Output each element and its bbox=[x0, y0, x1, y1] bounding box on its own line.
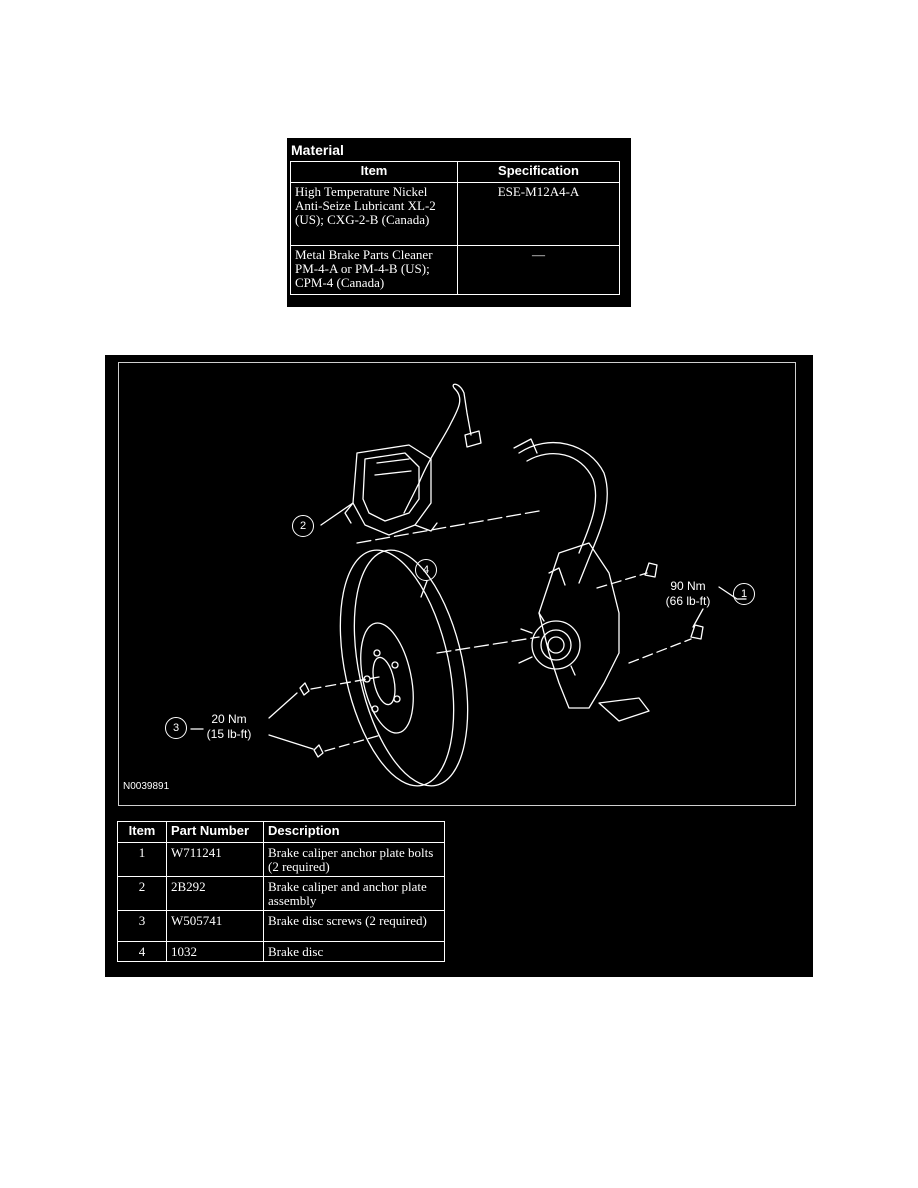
material-item: High Temperature Nickel Anti-Seize Lubricant XL-2 (US); CXG-2-B (Canada) bbox=[291, 183, 458, 246]
parts-header-description: Description bbox=[264, 822, 445, 843]
parts-header-part-number: Part Number bbox=[167, 822, 264, 843]
part-item: 1 bbox=[118, 843, 167, 877]
callout-4: 4 bbox=[415, 559, 437, 581]
part-item: 4 bbox=[118, 942, 167, 962]
torque-1-lbft: (66 lb-ft) bbox=[665, 594, 711, 608]
figure-id: N0039891 bbox=[123, 781, 170, 792]
material-header-spec: Specification bbox=[458, 162, 620, 183]
material-spec: — bbox=[458, 246, 620, 295]
table-row bbox=[118, 877, 445, 911]
torque-label-1 bbox=[658, 579, 718, 609]
part-item: 2 bbox=[118, 877, 167, 911]
torque-1-nm: 90 Nm bbox=[670, 579, 706, 593]
part-item: 3 bbox=[118, 911, 167, 942]
table-row bbox=[118, 911, 445, 942]
part-number: W711241 bbox=[167, 843, 264, 877]
part-number: 2B292 bbox=[167, 877, 264, 911]
table-row bbox=[118, 843, 445, 877]
part-description: Brake caliper and anchor plate assembly bbox=[264, 877, 445, 911]
part-number: W505741 bbox=[167, 911, 264, 942]
part-description: Brake disc screws (2 required) bbox=[264, 911, 445, 942]
part-description: Brake caliper anchor plate bolts (2 required) bbox=[264, 843, 445, 877]
part-number: 1032 bbox=[167, 942, 264, 962]
material-grid bbox=[290, 161, 620, 295]
material-title: Material bbox=[291, 142, 344, 158]
material-item: Metal Brake Parts Cleaner PM-4-A or PM-4-B (US); CPM-4 (Canada) bbox=[291, 246, 458, 295]
torque-3-lbft: (15 lb-ft) bbox=[206, 727, 252, 741]
torque-3-nm: 20 Nm bbox=[211, 712, 247, 726]
material-table bbox=[287, 138, 631, 307]
callout-2: 2 bbox=[292, 515, 314, 537]
table-row bbox=[118, 942, 445, 962]
material-row bbox=[291, 246, 620, 295]
material-header-item: Item bbox=[291, 162, 458, 183]
torque-label-3 bbox=[201, 712, 257, 742]
material-row bbox=[291, 183, 620, 246]
parts-header-item: Item bbox=[118, 822, 167, 843]
brake-figure-panel bbox=[105, 355, 813, 977]
callout-3: 3 bbox=[165, 717, 187, 739]
parts-table bbox=[117, 821, 445, 962]
part-description: Brake disc bbox=[264, 942, 445, 962]
material-spec: ESE-M12A4-A bbox=[458, 183, 620, 246]
callout-1: 1 bbox=[733, 583, 755, 605]
